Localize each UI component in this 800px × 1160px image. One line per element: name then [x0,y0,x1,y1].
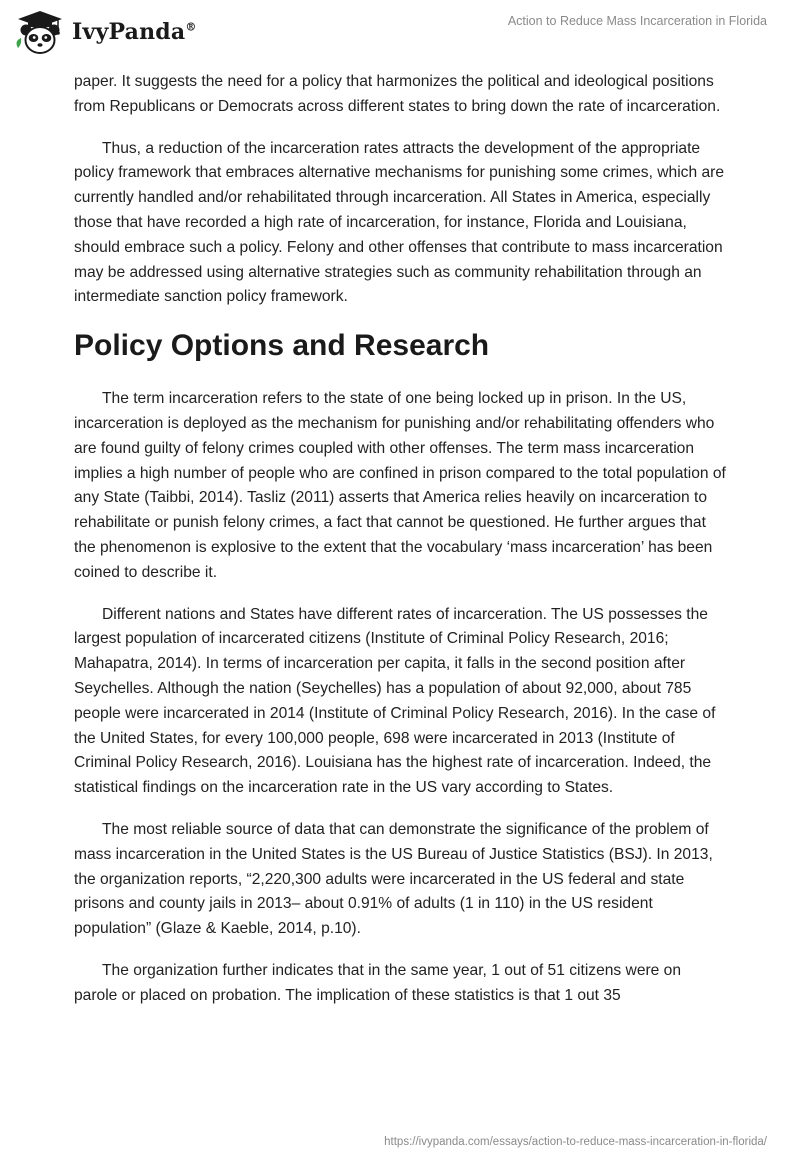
source-url[interactable]: https://ivypanda.com/essays/action-to-reduce-mass-incarceration-in-florida/ [384,1136,767,1148]
paragraph: The term incarceration refers to the state of one being locked up in prison. In the US, incarceration is deployed as the mechanism for punishing and/or rehabilitating offenders who are found guilty of felony crimes coupled with other offenses. The term mass incarceration implies a high number of people who are confined in prison compared to the total population of any State (Taibbi, 2014). Tasliz (2011) asserts that America relies heavily on incarceration to rehabilitate or punish felony crimes, a fact that cannot be questioned. He further argues that the phenomenon is explosive to the extent that the vocabulary ‘mass incarceration’ has been coined to describe it. [74,390,726,581]
ivypanda-logo[interactable] [12,8,197,56]
page-header [0,0,800,66]
paragraph-continued: paper. It suggests the need for a policy that harmonizes the political and ideological positions from Republicans or Democrats across different states to bring down the rate of incarceration. [74,73,721,115]
article-body [74,70,726,1026]
paragraph: Thus, a reduction of the incarceration rates attracts the development of the appropriate policy framework that embraces alternative mechanisms for punishing some crimes, which are currently handled and/or rehabilitated through incarceration. All States in America, especially those that have recorded a high rate of incarceration, for instance, Florida and Louisiana, should embrace such a policy. Felony and other offenses that contribute to mass incarceration may be addressed using alternative strategies such as community rehabilitation through an intermediate sanction policy framework. [74,139,724,306]
document-title: Action to Reduce Mass Incarceration in Florida [507,14,767,28]
paragraph: The organization further indicates that in the same year, 1 out of 51 citizens were on parole or placed on probation. The implication of these statistics is that 1 out 35 [74,961,682,1004]
paragraph: The most reliable source of data that can demonstrate the significance of the problem of mass incarceration in the United States is the US Bureau of Justice Statistics (BSJ). In 2013, the organization reports, “2,220,300 adults were incarcerated in the US federal and state prisons and county jails in 2013– about 0.91% of adults (1 in 110) in the US resident population” (Glaze & Kaeble, 2014, p.10). [74,820,713,938]
paragraph: Different nations and States have different rates of incarceration. The US possesses the largest population of incarcerated citizens (Institute of Criminal Policy Research, 2016; Mahapatra, 2014). In terms of incarceration per capita, it falls in the second position after Seychelles. Although the nation (Seychelles) has a population of about 92,000, about 785 people were incarcerated in 2014 (Institute of Criminal Policy Research, 2016). In the case of the United States, for every 100,000 people, 698 were incarcerated in 2013 (Institute of Criminal Policy Research, 2016). Louisiana has the highest rate of incarceration. Indeed, the statistical findings on the incarceration rate in the US vary according to States. [74,605,716,797]
panda-graduate-icon [12,8,68,56]
section-heading: Policy Options and Research [74,329,490,363]
brand-name: IvyPanda® [72,19,197,45]
